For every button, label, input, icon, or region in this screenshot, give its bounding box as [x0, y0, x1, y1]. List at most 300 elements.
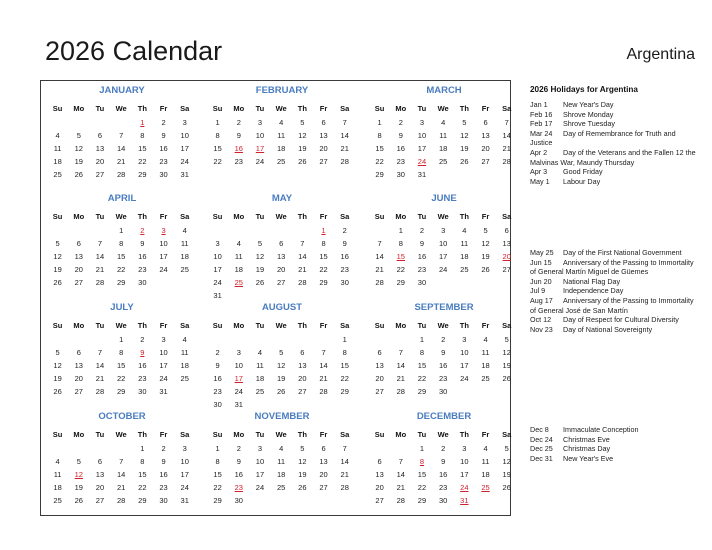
day-cell: 6	[483, 118, 488, 127]
day-cell: 1	[321, 226, 326, 235]
holiday-name: Good Friday	[563, 167, 603, 177]
day-cell: 25	[234, 278, 243, 288]
day-cell: 26	[74, 496, 83, 506]
holiday-name: Anniversary of the Passing to Immortality of General José de San Martín	[530, 295, 694, 315]
day-cell: 6	[321, 118, 326, 127]
day-cell: 18	[180, 252, 189, 262]
day-cell: 24	[255, 157, 265, 167]
day-cell: 13	[298, 361, 307, 371]
day-cell: 1	[377, 118, 382, 127]
day-cell	[207, 333, 228, 346]
day-cell: 11	[460, 239, 469, 249]
day-cell: 12	[298, 131, 307, 141]
week-row	[369, 237, 519, 250]
holiday-date: Dec 24	[530, 434, 553, 444]
day-cell: 7	[300, 239, 305, 249]
weekday-label: Th	[459, 321, 469, 330]
day-cell: 26	[502, 374, 511, 384]
day-cell	[111, 442, 132, 455]
day-cell	[47, 442, 68, 455]
day-cell: 2	[140, 226, 145, 235]
weekday-label: Tu	[95, 430, 105, 439]
weekday-label: We	[115, 104, 127, 113]
holiday-item	[530, 286, 700, 296]
holiday-item	[530, 435, 700, 445]
weekday-label: Fr	[159, 104, 168, 113]
day-cell: 12	[74, 470, 83, 480]
weekday-label: Tu	[95, 321, 105, 330]
weekday-label: Tu	[417, 321, 427, 330]
day-cell	[292, 224, 313, 237]
day-cell: 30	[138, 278, 147, 288]
weekday-label: Su	[212, 212, 223, 221]
holiday-date: May 25	[530, 248, 554, 257]
weekday-label: Mo	[233, 321, 245, 330]
day-cell: 16	[159, 470, 168, 480]
day-cell	[89, 116, 110, 129]
day-cell: 15	[116, 252, 126, 262]
day-cell	[334, 494, 355, 507]
day-cell: 16	[234, 470, 243, 480]
holiday-name: National Flag Day	[563, 276, 621, 286]
weekday-label: We	[275, 212, 287, 221]
day-cell	[47, 116, 68, 129]
day-cell: 6	[97, 131, 103, 141]
day-cell: 27	[502, 265, 511, 275]
holiday-item	[530, 129, 700, 148]
weekday-header	[369, 103, 519, 115]
month-november	[207, 410, 357, 507]
day-cell: 14	[396, 361, 405, 371]
holiday-date: Apr 3	[530, 167, 548, 177]
day-cell: 29	[116, 387, 126, 397]
weekday-label: We	[437, 321, 449, 330]
day-cell: 18	[481, 470, 490, 480]
weekday-label: Su	[212, 104, 223, 113]
day-cell: 8	[419, 457, 425, 467]
holiday-name: Immaculate Conception	[563, 425, 639, 434]
day-cell	[454, 385, 475, 398]
day-cell: 11	[53, 144, 62, 154]
day-cell: 3	[182, 444, 187, 453]
day-cell: 13	[276, 252, 286, 262]
weekday-label: Tu	[95, 104, 105, 113]
day-cell: 18	[255, 374, 265, 384]
day-cell: 3	[441, 226, 446, 235]
day-cell: 16	[438, 361, 448, 371]
weekday-label: Mo	[395, 430, 407, 439]
holiday-item	[530, 258, 700, 277]
weekday-label: We	[437, 212, 449, 221]
day-cell: 12	[502, 348, 511, 358]
day-cell: 19	[74, 157, 83, 167]
day-cell: 21	[396, 483, 405, 493]
week-row	[369, 250, 519, 263]
day-cell: 26	[276, 387, 286, 397]
day-cell: 10	[159, 348, 168, 358]
weekday-label: We	[275, 430, 287, 439]
week-row	[369, 155, 519, 168]
weekday-label: Tu	[255, 104, 265, 113]
holiday-date: Jan 1	[530, 100, 548, 109]
day-cell: 23	[340, 265, 349, 275]
day-cell: 6	[377, 457, 382, 467]
holiday-date: Feb 17	[530, 119, 553, 129]
day-cell: 4	[257, 348, 263, 358]
day-cell: 8	[140, 131, 145, 141]
day-cell	[68, 442, 89, 455]
week-row	[207, 276, 357, 289]
weekday-label: Mo	[73, 212, 85, 221]
day-cell: 3	[182, 118, 187, 127]
holiday-item	[530, 167, 700, 177]
holiday-name: Labour Day	[563, 176, 601, 186]
weekday-label: Fr	[159, 321, 168, 330]
day-cell: 24	[213, 278, 222, 288]
weekday-label: Sa	[340, 430, 350, 439]
day-cell: 4	[441, 118, 446, 127]
day-cell: 9	[215, 361, 220, 371]
day-cell: 3	[257, 118, 263, 127]
day-cell: 9	[161, 457, 166, 467]
month-september	[369, 301, 519, 398]
day-cell: 19	[53, 265, 62, 275]
week-row	[207, 346, 357, 359]
day-cell: 2	[161, 444, 166, 453]
day-cell: 13	[74, 361, 83, 371]
day-cell: 24	[234, 387, 243, 397]
day-cell: 3	[236, 348, 241, 358]
day-cell: 11	[481, 457, 490, 467]
page-title: 2026 Calendar	[45, 36, 223, 66]
day-cell: 6	[76, 348, 81, 358]
day-cell: 2	[236, 444, 241, 453]
week-row	[207, 468, 357, 481]
day-cell: 22	[138, 483, 147, 493]
day-cell: 24	[417, 157, 427, 167]
day-cell: 21	[116, 483, 126, 493]
day-cell: 15	[213, 470, 222, 480]
weekday-label: Su	[52, 321, 63, 330]
day-cell: 24	[460, 483, 469, 493]
week-row	[369, 385, 519, 398]
weekday-label: Th	[459, 430, 469, 439]
day-cell	[313, 494, 334, 507]
weekday-label: We	[437, 430, 449, 439]
day-cell: 19	[502, 470, 511, 480]
month-name: MAY	[271, 193, 293, 204]
day-cell: 27	[74, 278, 83, 288]
day-cell: 31	[417, 170, 427, 180]
day-cell: 11	[256, 361, 264, 371]
week-row	[369, 263, 519, 276]
day-cell: 5	[279, 348, 284, 358]
weekday-label: Mo	[395, 104, 407, 113]
day-cell: 1	[342, 335, 347, 344]
day-cell: 3	[161, 226, 166, 235]
month-name: FEBRUARY	[255, 85, 309, 96]
day-cell: 25	[255, 387, 265, 397]
weekday-label: Su	[212, 321, 223, 330]
day-cell	[47, 333, 68, 346]
day-cell: 13	[481, 131, 490, 141]
month-name: AUGUST	[261, 302, 303, 313]
holiday-date: Nov 23	[530, 324, 553, 334]
day-cell: 16	[438, 470, 448, 480]
day-cell: 1	[119, 335, 124, 344]
weekday-label: Sa	[340, 104, 350, 113]
day-cell: 21	[95, 374, 105, 384]
day-cell: 4	[55, 131, 60, 141]
day-cell	[475, 168, 496, 181]
weekday-label: Sa	[180, 104, 190, 113]
holiday-date: Jun 20	[530, 276, 552, 286]
day-cell: 8	[119, 348, 124, 358]
weekday-label: Fr	[481, 430, 490, 439]
day-cell: 16	[417, 252, 427, 262]
day-cell: 31	[180, 496, 189, 506]
weekday-label: Tu	[255, 430, 265, 439]
weekday-label: Mo	[73, 430, 85, 439]
day-cell: 19	[481, 252, 490, 262]
holiday-name: Day of the First National Government	[563, 248, 682, 257]
day-cell: 11	[234, 252, 243, 262]
day-cell: 10	[460, 348, 469, 358]
day-cell: 20	[298, 374, 307, 384]
weekday-label: Sa	[502, 212, 512, 221]
day-cell: 18	[481, 361, 490, 371]
week-row	[369, 224, 519, 237]
day-cell: 26	[502, 483, 511, 493]
month-name: JULY	[110, 302, 134, 313]
weekday-label: We	[115, 212, 127, 221]
week-row	[47, 346, 197, 359]
day-cell: 28	[502, 157, 511, 167]
day-cell: 28	[319, 387, 328, 397]
weekday-label: Fr	[319, 104, 328, 113]
weekday-label: We	[115, 321, 127, 330]
month-april	[47, 192, 197, 289]
day-cell	[47, 224, 68, 237]
day-cell: 27	[74, 387, 83, 397]
day-cell: 4	[182, 226, 187, 235]
day-cell: 10	[460, 457, 469, 467]
week-row	[47, 494, 197, 507]
day-cell: 27	[375, 387, 384, 397]
day-cell: 24	[180, 483, 189, 493]
day-cell: 16	[138, 361, 147, 371]
weekday-label: Mo	[73, 321, 85, 330]
month-june	[369, 192, 519, 289]
week-row	[369, 168, 519, 181]
day-cell	[496, 385, 517, 398]
week-row	[47, 263, 197, 276]
day-cell	[153, 276, 174, 289]
weekday-label: Fr	[481, 104, 490, 113]
day-cell: 22	[138, 157, 147, 167]
day-cell	[249, 224, 270, 237]
day-cell: 14	[116, 470, 126, 480]
holiday-name: Christmas Day	[563, 444, 611, 454]
holiday-date: Jun 15	[530, 257, 552, 267]
holiday-item	[530, 148, 700, 167]
day-cell: 7	[504, 118, 509, 127]
month-name: APRIL	[107, 193, 137, 204]
day-cell: 21	[340, 144, 349, 154]
day-cell: 10	[417, 131, 427, 141]
day-cell: 30	[438, 496, 448, 506]
day-cell: 19	[255, 265, 265, 275]
day-cell: 24	[255, 483, 265, 493]
day-cell: 21	[502, 144, 511, 154]
day-cell: 25	[180, 374, 189, 384]
day-cell: 20	[74, 374, 83, 384]
day-cell: 23	[213, 387, 222, 397]
day-cell: 28	[396, 387, 405, 397]
day-cell: 18	[460, 252, 469, 262]
day-cell: 27	[319, 157, 328, 167]
day-cell: 19	[298, 144, 307, 154]
day-cell	[174, 276, 195, 289]
week-row	[207, 224, 357, 237]
month-january	[47, 84, 197, 181]
day-cell: 18	[53, 157, 62, 167]
weekday-label: Fr	[159, 430, 168, 439]
day-cell: 4	[55, 457, 60, 467]
day-cell: 23	[438, 374, 448, 384]
month-name: JUNE	[431, 193, 457, 204]
day-cell: 29	[375, 170, 384, 180]
day-cell	[475, 276, 496, 289]
day-cell: 11	[180, 348, 189, 358]
day-cell: 2	[441, 335, 446, 344]
holiday-name: New Year's Day	[563, 100, 614, 109]
day-cell: 4	[483, 444, 488, 453]
day-cell: 30	[396, 170, 405, 180]
day-cell: 3	[419, 118, 425, 127]
day-cell: 23	[234, 157, 243, 167]
week-row	[207, 142, 357, 155]
day-cell: 23	[138, 265, 147, 275]
day-cell: 2	[441, 444, 446, 453]
day-cell: 27	[95, 496, 105, 506]
day-cell: 19	[298, 470, 307, 480]
weekday-label: Mo	[73, 104, 85, 113]
day-cell: 25	[53, 496, 62, 506]
day-cell	[228, 333, 249, 346]
day-cell: 2	[419, 226, 425, 235]
day-cell: 16	[340, 252, 349, 262]
weekday-label: Th	[459, 212, 469, 221]
weekday-label: We	[275, 104, 287, 113]
month-name: OCTOBER	[98, 411, 146, 422]
day-cell: 7	[97, 239, 103, 249]
weekday-label: Th	[137, 430, 147, 439]
weekday-label: Tu	[95, 212, 105, 221]
day-cell: 15	[116, 361, 126, 371]
day-cell: 4	[279, 444, 284, 453]
day-cell: 11	[481, 348, 490, 358]
holiday-name: Day of Remembrance for Truth and Justice	[530, 128, 676, 148]
day-cell: 7	[342, 444, 347, 453]
day-cell: 18	[180, 361, 189, 371]
day-cell: 27	[276, 278, 286, 288]
day-cell: 17	[159, 252, 168, 262]
country-label: Argentina	[626, 46, 695, 63]
day-cell: 10	[255, 457, 265, 467]
week-row	[369, 359, 519, 372]
week-row	[47, 455, 197, 468]
weekday-label: Fr	[319, 430, 328, 439]
holiday-name: Anniversary of the Passing to Immortality of General Martín Miguel de Güemes	[530, 257, 694, 277]
day-cell: 25	[460, 265, 469, 275]
day-cell: 27	[481, 157, 490, 167]
day-cell: 20	[375, 483, 384, 493]
weekday-label: Th	[137, 212, 147, 221]
day-cell	[68, 333, 89, 346]
day-cell: 9	[419, 239, 425, 249]
month-july	[47, 301, 197, 398]
week-row	[369, 455, 519, 468]
day-cell: 26	[255, 278, 265, 288]
week-row	[47, 468, 197, 481]
day-cell: 7	[321, 348, 326, 358]
day-cell	[390, 333, 411, 346]
weekday-label: We	[437, 104, 449, 113]
day-cell: 24	[180, 157, 189, 167]
day-cell: 20	[319, 144, 328, 154]
day-cell: 24	[159, 374, 168, 384]
day-cell: 7	[97, 348, 103, 358]
month-may	[207, 192, 357, 303]
day-cell: 7	[377, 239, 382, 249]
day-cell: 30	[213, 400, 222, 410]
week-row	[369, 346, 519, 359]
weekday-label: Sa	[502, 321, 512, 330]
holiday-date: Dec 31	[530, 453, 553, 463]
holiday-date: May 1	[530, 176, 550, 186]
week-row	[47, 155, 197, 168]
day-cell: 5	[76, 457, 81, 467]
holiday-item	[530, 110, 700, 120]
day-cell: 4	[483, 335, 488, 344]
month-name: DECEMBER	[416, 411, 472, 422]
day-cell: 5	[462, 118, 467, 127]
day-cell: 4	[236, 239, 241, 249]
week-row	[47, 237, 197, 250]
day-cell: 4	[462, 226, 467, 235]
day-cell: 17	[255, 470, 265, 480]
day-cell: 11	[277, 457, 286, 467]
week-row	[207, 359, 357, 372]
day-cell: 7	[119, 457, 124, 467]
day-cell: 29	[319, 278, 328, 288]
day-cell: 28	[95, 387, 105, 397]
weekday-label: Sa	[180, 430, 190, 439]
day-cell	[475, 494, 496, 507]
day-cell: 20	[481, 144, 490, 154]
weekday-label: Sa	[180, 321, 190, 330]
day-cell: 30	[234, 496, 243, 506]
day-cell: 6	[76, 239, 81, 249]
day-cell	[111, 116, 132, 129]
day-cell: 22	[375, 157, 384, 167]
day-cell: 29	[340, 387, 349, 397]
day-cell	[292, 333, 313, 346]
day-cell: 24	[438, 265, 448, 275]
day-cell: 29	[396, 278, 405, 288]
day-cell	[68, 224, 89, 237]
